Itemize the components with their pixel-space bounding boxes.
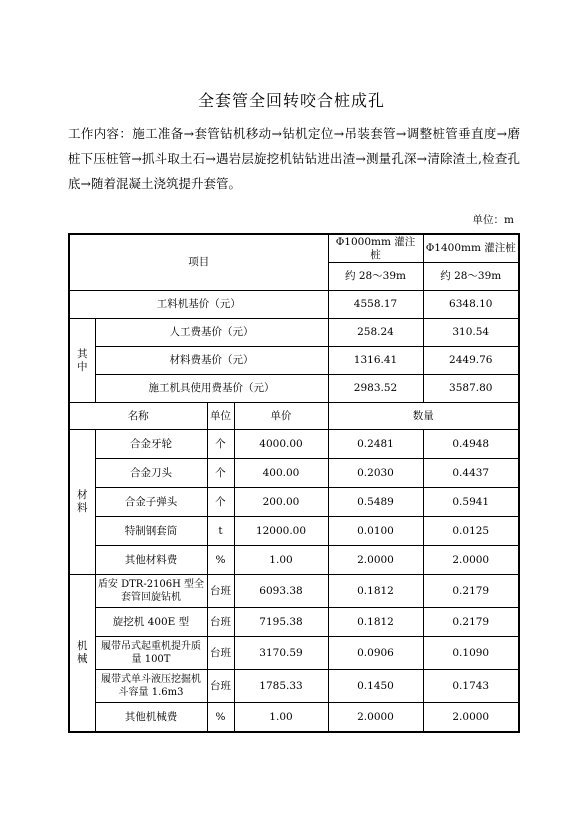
machinery-q1: 0.1812 xyxy=(328,575,423,608)
material-price: 400.00 xyxy=(234,459,328,488)
material-q2: 0.4437 xyxy=(423,459,519,488)
header-row xyxy=(69,234,519,263)
material-row xyxy=(69,488,519,517)
detail-header-name: 名称 xyxy=(69,403,207,430)
machinery-q2: 0.1743 xyxy=(423,670,519,703)
of-which-v1-2: 2983.52 xyxy=(328,375,423,403)
material-unit: 个 xyxy=(207,459,234,488)
materials-label: 材料 xyxy=(69,430,95,575)
machinery-row xyxy=(69,575,519,608)
machinery-q1: 0.1812 xyxy=(328,608,423,637)
machinery-q2: 2.0000 xyxy=(423,703,519,733)
machinery-price: 6093.38 xyxy=(234,575,328,608)
machinery-name: 其他机械费 xyxy=(95,703,207,733)
detail-header-price: 单价 xyxy=(234,403,328,430)
machinery-q1: 2.0000 xyxy=(328,703,423,733)
of-which-row xyxy=(69,347,519,375)
header-item: 项目 xyxy=(69,234,328,291)
material-q1: 2.0000 xyxy=(328,546,423,575)
machinery-label: 机械 xyxy=(69,575,95,733)
quota-table xyxy=(68,233,520,733)
material-unit: % xyxy=(207,546,234,575)
of-which-label-0: 人工费基价（元） xyxy=(95,319,328,347)
machinery-q2: 0.1090 xyxy=(423,637,519,670)
material-q2: 0.0125 xyxy=(423,517,519,546)
machinery-row xyxy=(69,670,519,703)
machinery-q1: 0.1450 xyxy=(328,670,423,703)
of-which-v2-2: 3587.80 xyxy=(423,375,519,403)
material-q1: 0.2030 xyxy=(328,459,423,488)
machinery-price: 1.00 xyxy=(234,703,328,733)
machinery-unit: 台班 xyxy=(207,637,234,670)
machinery-row xyxy=(69,703,519,733)
header-col2: Φ1400mm 灌注桩 xyxy=(423,234,519,263)
material-name: 特制钢套筒 xyxy=(95,517,207,546)
machinery-name: 履带式单斗液压挖掘机 斗容量 1.6m3 xyxy=(95,670,207,703)
machinery-q1: 0.0906 xyxy=(328,637,423,670)
detail-header-qty: 数量 xyxy=(328,403,519,430)
of-which-label: 其中 xyxy=(69,319,95,403)
material-name: 其他材料费 xyxy=(95,546,207,575)
machinery-unit: 台班 xyxy=(207,670,234,703)
base-price-v1: 4558.17 xyxy=(328,291,423,319)
material-row xyxy=(69,517,519,546)
material-row xyxy=(69,459,519,488)
material-price: 200.00 xyxy=(234,488,328,517)
machinery-q2: 0.2179 xyxy=(423,608,519,637)
machinery-name: 旋挖机 400E 型 xyxy=(95,608,207,637)
material-name: 合金刀头 xyxy=(95,459,207,488)
material-q1: 0.5489 xyxy=(328,488,423,517)
base-price-label: 工料机基价（元） xyxy=(69,291,328,319)
header-col1: Φ1000mm 灌注桩 xyxy=(328,234,423,263)
header-col2-range: 约 28～39m xyxy=(423,263,519,291)
of-which-v2-1: 2449.76 xyxy=(423,347,519,375)
base-price-v2: 6348.10 xyxy=(423,291,519,319)
material-q2: 0.5941 xyxy=(423,488,519,517)
material-q2: 0.4948 xyxy=(423,430,519,459)
material-q1: 0.2481 xyxy=(328,430,423,459)
machinery-q2: 0.2179 xyxy=(423,575,519,608)
machinery-unit: 台班 xyxy=(207,575,234,608)
material-name: 合金牙轮 xyxy=(95,430,207,459)
detail-header-row xyxy=(69,403,519,430)
material-unit: 个 xyxy=(207,488,234,517)
material-price: 4000.00 xyxy=(234,430,328,459)
machinery-name: 盾安 DTR-2106H 型全套管回旋钻机 xyxy=(95,575,207,608)
material-unit: 个 xyxy=(207,430,234,459)
of-which-row xyxy=(69,375,519,403)
material-name: 合金子弹头 xyxy=(95,488,207,517)
machinery-row xyxy=(69,637,519,670)
material-row xyxy=(69,546,519,575)
material-price: 1.00 xyxy=(234,546,328,575)
material-unit: t xyxy=(207,517,234,546)
machinery-unit: 台班 xyxy=(207,608,234,637)
machinery-price: 3170.59 xyxy=(234,637,328,670)
material-q2: 2.0000 xyxy=(423,546,519,575)
machinery-name: 履带吊式起重机提升质量 100T xyxy=(95,637,207,670)
material-price: 12000.00 xyxy=(234,517,328,546)
machinery-unit: % xyxy=(207,703,234,733)
detail-header-unit: 单位 xyxy=(207,403,234,430)
header-col1-range: 约 28～39m xyxy=(328,263,423,291)
of-which-label-2: 施工机具使用费基价（元） xyxy=(95,375,328,403)
machinery-row xyxy=(69,608,519,637)
page-title: 全套管全回转咬合桩成孔 xyxy=(197,91,385,110)
of-which-label-1: 材料费基价（元） xyxy=(95,347,328,375)
material-q1: 0.0100 xyxy=(328,517,423,546)
of-which-v1-1: 1316.41 xyxy=(328,347,423,375)
of-which-row xyxy=(69,319,519,347)
work-content: 工作内容：施工准备→套管钻机移动→钻机定位→吊装套管→调整桩管垂直度→磨桩下压桩管→抓斗取土石→遇岩层旋挖机钻钻进出渣→测量孔深→清除渣土,检查孔底→随着混凝土浇筑提升套管。 xyxy=(68,126,520,191)
unit-label: 单位：m xyxy=(472,214,514,226)
base-price-row xyxy=(69,291,519,319)
machinery-price: 1785.33 xyxy=(234,670,328,703)
of-which-v2-0: 310.54 xyxy=(423,319,519,347)
of-which-v1-0: 258.24 xyxy=(328,319,423,347)
material-row xyxy=(69,430,519,459)
machinery-price: 7195.38 xyxy=(234,608,328,637)
